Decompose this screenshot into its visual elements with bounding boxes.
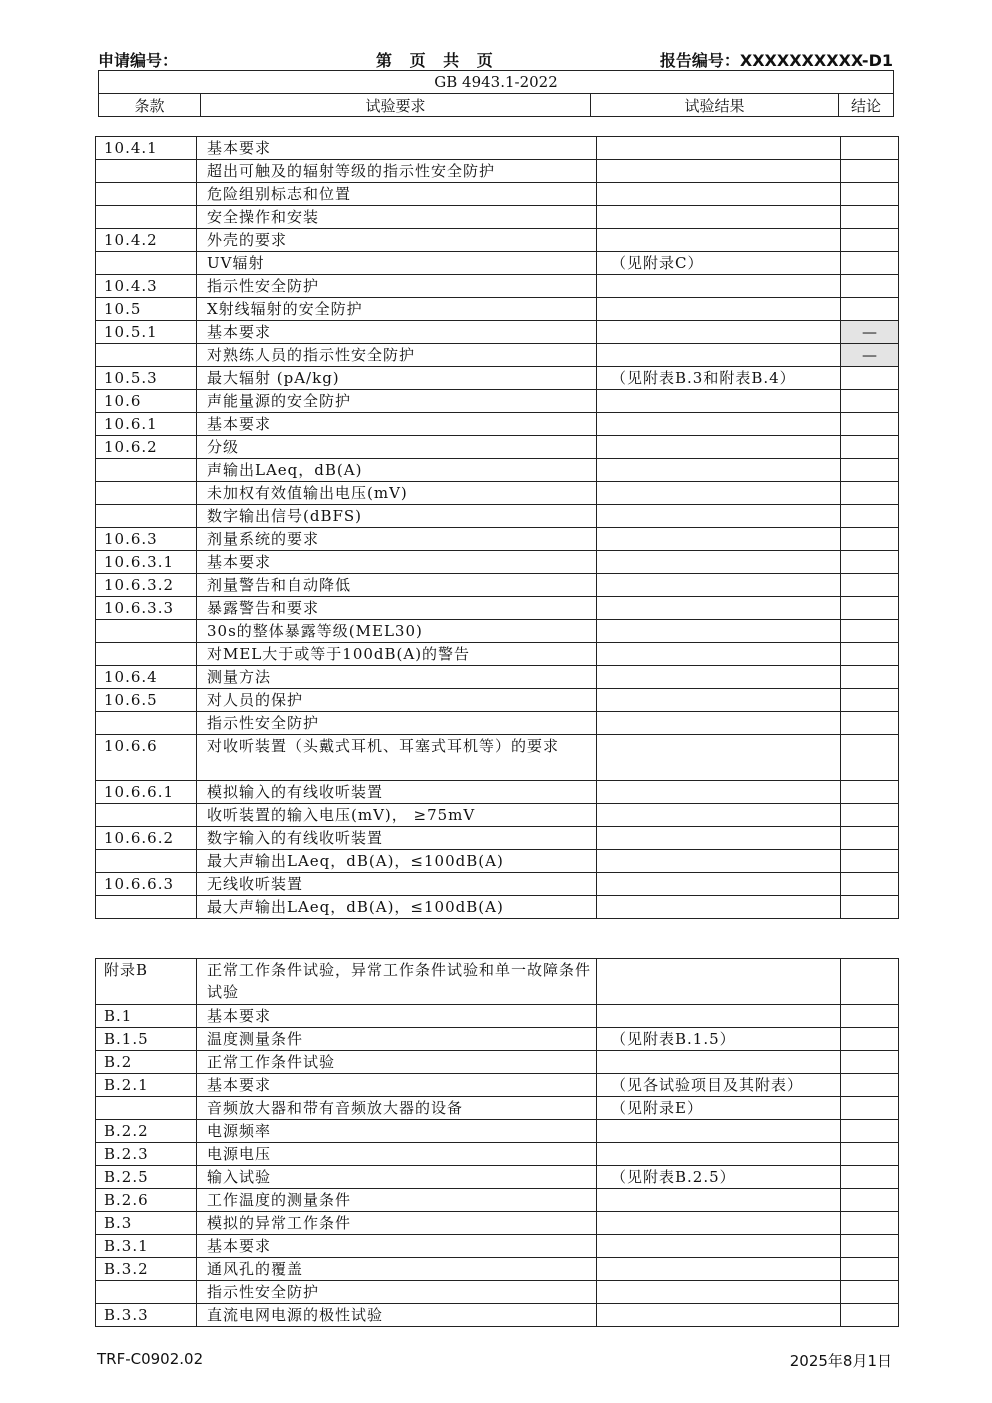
clause-cell: 10.5.1 <box>96 321 197 344</box>
conclusion-cell <box>841 873 899 896</box>
clause-cell: 10.4.2 <box>96 229 197 252</box>
requirement-cell: 无线收听装置 <box>197 873 597 896</box>
requirement-cell: 收听装置的输入电压(mV)， ≥75mV <box>197 804 597 827</box>
requirement-cell: 未加权有效值输出电压(mV) <box>197 482 597 505</box>
conclusion-cell <box>841 275 899 298</box>
clause-cell: B.2.6 <box>96 1189 197 1212</box>
table-row <box>96 781 899 804</box>
clause-table-section-10 <box>95 136 899 919</box>
clause-cell: B.3 <box>96 1212 197 1235</box>
result-cell <box>597 298 841 321</box>
conclusion-cell <box>841 574 899 597</box>
table-row <box>96 712 899 735</box>
conclusion-cell <box>841 390 899 413</box>
result-cell: （见附录C） <box>597 252 841 275</box>
result-cell <box>597 551 841 574</box>
conclusion-cell <box>841 689 899 712</box>
requirement-cell: 基本要求 <box>197 137 597 160</box>
result-cell <box>597 850 841 873</box>
clause-cell <box>96 206 197 229</box>
table-row <box>96 321 899 344</box>
conclusion-cell <box>841 1074 899 1097</box>
conclusion-cell <box>841 1235 899 1258</box>
clause-cell: B.2.1 <box>96 1074 197 1097</box>
requirement-cell: 剂量系统的要求 <box>197 528 597 551</box>
result-cell <box>597 390 841 413</box>
result-cell: （见附表B.1.5） <box>597 1028 841 1051</box>
table-row <box>96 1166 899 1189</box>
requirement-cell: 对收听装置（头戴式耳机、耳塞式耳机等）的要求 <box>197 735 597 781</box>
requirement-cell: 基本要求 <box>197 1235 597 1258</box>
clause-cell: 10.6.2 <box>96 436 197 459</box>
report-number-label: 报告编号：XXXXXXXXXX-D1 <box>659 51 893 70</box>
clause-cell <box>96 643 197 666</box>
table-row <box>96 390 899 413</box>
table-row <box>96 275 899 298</box>
result-cell <box>597 1189 841 1212</box>
table-row <box>96 1235 899 1258</box>
result-cell <box>597 873 841 896</box>
clause-cell: B.3.3 <box>96 1304 197 1327</box>
table-row <box>96 160 899 183</box>
result-cell <box>597 482 841 505</box>
clause-cell <box>96 712 197 735</box>
conclusion-cell <box>841 436 899 459</box>
conclusion-cell <box>841 735 899 781</box>
conclusion-cell <box>841 896 899 919</box>
conclusion-cell <box>841 666 899 689</box>
requirement-cell: 分级 <box>197 436 597 459</box>
conclusion-cell: — <box>841 321 899 344</box>
table-row <box>96 1028 899 1051</box>
table-row <box>96 298 899 321</box>
clause-cell <box>96 344 197 367</box>
table-row <box>96 1005 899 1028</box>
clause-cell: B.3.2 <box>96 1258 197 1281</box>
table-row <box>96 505 899 528</box>
conclusion-cell <box>841 712 899 735</box>
requirement-cell: 对MEL大于或等于100dB(A)的警告 <box>197 643 597 666</box>
conclusion-cell <box>841 643 899 666</box>
clause-cell: 10.6.6.1 <box>96 781 197 804</box>
clause-cell: 10.6.1 <box>96 413 197 436</box>
clause-cell <box>96 896 197 919</box>
clause-cell: 10.6.4 <box>96 666 197 689</box>
column-header-requirement: 试验要求 <box>201 94 591 117</box>
result-cell <box>597 643 841 666</box>
clause-cell: 10.4.1 <box>96 137 197 160</box>
table-row <box>96 1258 899 1281</box>
clause-cell <box>96 1097 197 1120</box>
clause-cell: 10.6.6.2 <box>96 827 197 850</box>
table-row <box>96 1281 899 1304</box>
table-row <box>96 1304 899 1327</box>
result-cell <box>597 160 841 183</box>
page-count-label: 第 页 共 页 <box>376 51 499 70</box>
conclusion-cell <box>841 252 899 275</box>
table-row <box>96 959 899 1005</box>
requirement-cell: 安全操作和安装 <box>197 206 597 229</box>
requirement-cell: UV辐射 <box>197 252 597 275</box>
clause-cell: 10.6.3 <box>96 528 197 551</box>
column-header-result: 试验结果 <box>591 94 839 117</box>
clause-cell: B.1 <box>96 1005 197 1028</box>
clause-cell: 10.6.6.3 <box>96 873 197 896</box>
result-cell <box>597 1143 841 1166</box>
result-cell <box>597 735 841 781</box>
requirement-cell: 对熟练人员的指示性安全防护 <box>197 344 597 367</box>
standard-number: GB 4943.1-2022 <box>99 71 894 94</box>
clause-cell: 10.6 <box>96 390 197 413</box>
requirement-cell: 基本要求 <box>197 1074 597 1097</box>
conclusion-cell <box>841 1005 899 1028</box>
clause-cell: B.2.3 <box>96 1143 197 1166</box>
requirement-cell: 基本要求 <box>197 551 597 574</box>
result-cell <box>597 436 841 459</box>
form-number: TRF-C0902.02 <box>97 1350 204 1368</box>
clause-cell <box>96 160 197 183</box>
requirement-cell: 声输出LAeq，dB(A) <box>197 459 597 482</box>
conclusion-cell <box>841 1097 899 1120</box>
table-row <box>96 735 899 781</box>
requirement-cell: 外壳的要求 <box>197 229 597 252</box>
table-row <box>96 1074 899 1097</box>
result-cell <box>597 1281 841 1304</box>
table-row <box>96 1189 899 1212</box>
requirement-cell: X射线辐射的安全防护 <box>197 298 597 321</box>
clause-cell: 10.6.3.1 <box>96 551 197 574</box>
requirement-cell: 暴露警告和要求 <box>197 597 597 620</box>
table-row <box>96 137 899 160</box>
clause-cell: 10.6.3.2 <box>96 574 197 597</box>
conclusion-cell <box>841 298 899 321</box>
clause-cell: 10.6.6 <box>96 735 197 781</box>
clause-cell <box>96 252 197 275</box>
conclusion-cell <box>841 850 899 873</box>
requirement-cell: 最大声输出LAeq，dB(A)，≤100dB(A) <box>197 896 597 919</box>
result-cell <box>597 1051 841 1074</box>
conclusion-cell <box>841 781 899 804</box>
requirement-cell: 模拟输入的有线收听装置 <box>197 781 597 804</box>
clause-cell <box>96 482 197 505</box>
requirement-cell: 通风孔的覆盖 <box>197 1258 597 1281</box>
result-cell <box>597 1304 841 1327</box>
clause-cell <box>96 620 197 643</box>
requirement-cell: 指示性安全防护 <box>197 275 597 298</box>
result-cell <box>597 183 841 206</box>
result-cell <box>597 505 841 528</box>
conclusion-cell <box>841 1166 899 1189</box>
table-row <box>96 597 899 620</box>
table-row <box>96 1120 899 1143</box>
clause-cell <box>96 183 197 206</box>
table-row <box>96 804 899 827</box>
result-cell <box>597 1258 841 1281</box>
conclusion-cell <box>841 959 899 1005</box>
conclusion-cell <box>841 1189 899 1212</box>
requirement-cell: 工作温度的测量条件 <box>197 1189 597 1212</box>
result-cell <box>597 781 841 804</box>
clause-cell: 10.5.3 <box>96 367 197 390</box>
requirement-cell: 超出可触及的辐射等级的指示性安全防护 <box>197 160 597 183</box>
result-cell <box>597 1120 841 1143</box>
conclusion-cell <box>841 551 899 574</box>
requirement-cell: 数字输出信号(dBFS) <box>197 505 597 528</box>
result-cell <box>597 1005 841 1028</box>
table-row <box>96 689 899 712</box>
conclusion-cell <box>841 206 899 229</box>
clause-cell: 附录B <box>96 959 197 1005</box>
result-cell <box>597 689 841 712</box>
conclusion-cell <box>841 1281 899 1304</box>
clause-cell: B.2.2 <box>96 1120 197 1143</box>
result-cell <box>597 413 841 436</box>
result-cell <box>597 827 841 850</box>
clause-cell: B.3.1 <box>96 1235 197 1258</box>
result-cell <box>597 344 841 367</box>
table-row <box>96 252 899 275</box>
requirement-cell: 声能量源的安全防护 <box>197 390 597 413</box>
result-cell <box>597 321 841 344</box>
result-cell <box>597 1235 841 1258</box>
conclusion-cell <box>841 413 899 436</box>
table-row <box>96 436 899 459</box>
table-row <box>96 528 899 551</box>
table-row <box>96 643 899 666</box>
requirement-cell: 模拟的异常工作条件 <box>197 1212 597 1235</box>
conclusion-cell <box>841 528 899 551</box>
requirement-cell: 正常工作条件试验，异常工作条件试验和单一故障条件试验 <box>197 959 597 1005</box>
clause-cell <box>96 459 197 482</box>
table-row <box>96 666 899 689</box>
result-cell <box>597 137 841 160</box>
requirement-cell: 电源频率 <box>197 1120 597 1143</box>
result-cell <box>597 896 841 919</box>
requirement-cell: 最大声输出LAeq，dB(A)，≤100dB(A) <box>197 850 597 873</box>
conclusion-cell <box>841 827 899 850</box>
result-cell <box>597 1212 841 1235</box>
result-cell <box>597 804 841 827</box>
clause-cell: 10.6.3.3 <box>96 597 197 620</box>
requirement-cell: 最大辐射 (pA/kg) <box>197 367 597 390</box>
result-cell <box>597 620 841 643</box>
conclusion-cell <box>841 1258 899 1281</box>
conclusion-cell <box>841 367 899 390</box>
requirement-cell: 直流电网电源的极性试验 <box>197 1304 597 1327</box>
clause-cell: 10.5 <box>96 298 197 321</box>
requirement-cell: 对人员的保护 <box>197 689 597 712</box>
result-cell: （见各试验项目及其附表） <box>597 1074 841 1097</box>
table-row <box>96 413 899 436</box>
column-header-conclusion: 结论 <box>839 94 894 117</box>
page-header <box>98 48 893 70</box>
result-cell <box>597 229 841 252</box>
conclusion-cell <box>841 1028 899 1051</box>
result-cell <box>597 597 841 620</box>
conclusion-cell <box>841 229 899 252</box>
conclusion-cell <box>841 1304 899 1327</box>
table-row <box>96 1143 899 1166</box>
clause-cell: 10.4.3 <box>96 275 197 298</box>
requirement-cell: 温度测量条件 <box>197 1028 597 1051</box>
table-row <box>96 1212 899 1235</box>
requirement-cell: 数字输入的有线收听装置 <box>197 827 597 850</box>
conclusion-cell <box>841 1051 899 1074</box>
requirement-cell: 电源电压 <box>197 1143 597 1166</box>
requirement-cell: 基本要求 <box>197 413 597 436</box>
result-cell <box>597 574 841 597</box>
clause-cell <box>96 1281 197 1304</box>
result-cell: （见附表B.3和附表B.4） <box>597 367 841 390</box>
requirement-cell: 正常工作条件试验 <box>197 1051 597 1074</box>
requirement-cell: 音频放大器和带有音频放大器的设备 <box>197 1097 597 1120</box>
table-row <box>96 482 899 505</box>
table-row <box>96 827 899 850</box>
result-cell <box>597 206 841 229</box>
result-cell <box>597 666 841 689</box>
table-row <box>96 367 899 390</box>
conclusion-cell <box>841 160 899 183</box>
clause-table-annex-b <box>95 958 899 1327</box>
column-header-clause: 条款 <box>99 94 201 117</box>
conclusion-cell: — <box>841 344 899 367</box>
table-row <box>96 574 899 597</box>
requirement-cell: 30s的整体暴露等级(MEL30) <box>197 620 597 643</box>
document-date: 2025年8月1日 <box>789 1352 892 1370</box>
result-cell <box>597 959 841 1005</box>
table-row <box>96 620 899 643</box>
clause-cell <box>96 804 197 827</box>
conclusion-cell <box>841 1143 899 1166</box>
clause-cell: B.1.5 <box>96 1028 197 1051</box>
clause-cell: B.2.5 <box>96 1166 197 1189</box>
table-row <box>96 183 899 206</box>
result-cell: （见附录E） <box>597 1097 841 1120</box>
conclusion-cell <box>841 620 899 643</box>
requirement-cell: 剂量警告和自动降低 <box>197 574 597 597</box>
conclusion-cell <box>841 505 899 528</box>
header-table <box>98 70 894 117</box>
conclusion-cell <box>841 804 899 827</box>
result-cell <box>597 459 841 482</box>
application-number-label: 申请编号： <box>98 51 179 70</box>
table-row <box>96 850 899 873</box>
requirement-cell: 基本要求 <box>197 321 597 344</box>
result-cell <box>597 712 841 735</box>
table-row <box>96 1051 899 1074</box>
table-row <box>96 896 899 919</box>
conclusion-cell <box>841 1212 899 1235</box>
conclusion-cell <box>841 137 899 160</box>
clause-cell: 10.6.5 <box>96 689 197 712</box>
requirement-cell: 测量方法 <box>197 666 597 689</box>
table-row <box>96 551 899 574</box>
table-row <box>96 873 899 896</box>
table-row <box>96 1097 899 1120</box>
clause-cell <box>96 505 197 528</box>
result-cell <box>597 275 841 298</box>
conclusion-cell <box>841 482 899 505</box>
requirement-cell: 指示性安全防护 <box>197 712 597 735</box>
requirement-cell: 基本要求 <box>197 1005 597 1028</box>
conclusion-cell <box>841 597 899 620</box>
table-row <box>96 206 899 229</box>
conclusion-cell <box>841 183 899 206</box>
requirement-cell: 危险组别标志和位置 <box>197 183 597 206</box>
result-cell: （见附表B.2.5） <box>597 1166 841 1189</box>
clause-cell <box>96 850 197 873</box>
table-row <box>96 344 899 367</box>
table-row <box>96 229 899 252</box>
result-cell <box>597 528 841 551</box>
conclusion-cell <box>841 459 899 482</box>
clause-cell: B.2 <box>96 1051 197 1074</box>
conclusion-cell <box>841 1120 899 1143</box>
requirement-cell: 指示性安全防护 <box>197 1281 597 1304</box>
table-row <box>96 459 899 482</box>
requirement-cell: 输入试验 <box>197 1166 597 1189</box>
